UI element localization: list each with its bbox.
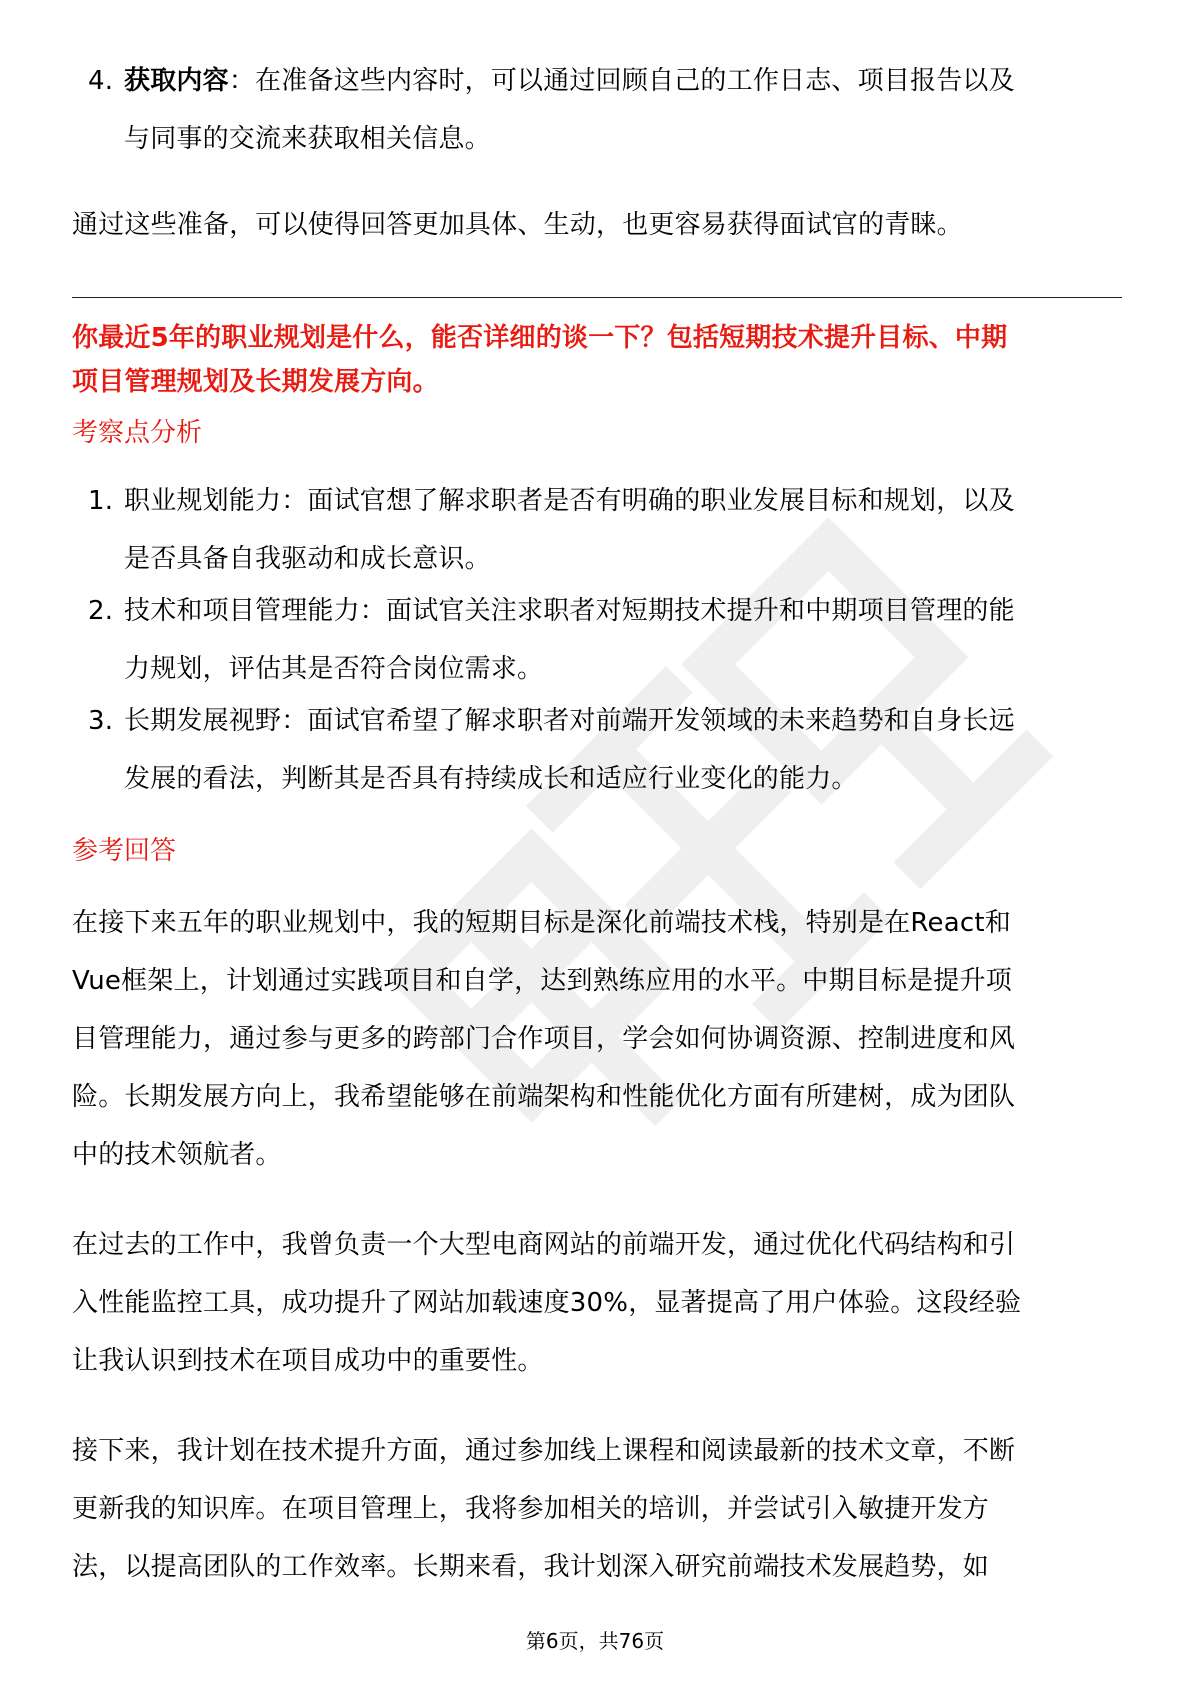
list-line: 发展的看法，判断其是否具有持续成长和适应行业变化的能力。 — [124, 764, 858, 794]
list-line: 职业规划能力：面试官想了解求职者是否有明确的职业发展目标和规划，以及 — [124, 486, 1015, 516]
analysis-list — [72, 472, 1122, 808]
paragraph-line: 险。长期发展方向上，我希望能够在前端架构和性能优化方面有所建树，成为团队 — [72, 1082, 1016, 1112]
list-line: 与同事的交流来获取相关信息。 — [124, 124, 491, 154]
paragraph-line: Vue框架上，计划通过实践项目和自学，达到熟练应用的水平。中期目标是提升项 — [72, 966, 1012, 996]
question-heading — [72, 316, 1122, 404]
answer-title: 参考回答 — [72, 836, 177, 866]
paragraph-line: 目管理能力，通过参与更多的跨部门合作项目，学会如何协调资源、控制进度和风 — [72, 1024, 1016, 1054]
answer-paragraph — [72, 1216, 1122, 1390]
list-number: 1. — [88, 486, 114, 516]
list-line: 力规划，评估其是否符合岗位需求。 — [124, 654, 544, 684]
list-number: 4. — [88, 66, 114, 96]
paragraph-line: 接下来，我计划在技术提升方面，通过参加线上课程和阅读最新的技术文章，不断 — [72, 1436, 1016, 1466]
paragraph-line: 入性能监控工具，成功提升了网站加载速度30%，显著提高了用户体验。这段经验 — [72, 1288, 1022, 1318]
question-line: 项目管理规划及长期发展方向。 — [72, 367, 439, 397]
list-line: 是否具备自我驱动和成长意识。 — [124, 544, 491, 574]
list-item — [72, 472, 1122, 588]
analysis-title: 考察点分析 — [72, 418, 203, 448]
question-line: 你最近5年的职业规划是什么，能否详细的谈一下？包括短期技术提升目标、中期 — [72, 323, 1008, 353]
paragraph-line: 在接下来五年的职业规划中，我的短期目标是深化前端技术栈，特别是在React和 — [72, 908, 1011, 938]
list-line: 技术和项目管理能力：面试官关注求职者对短期技术提升和中期项目管理的能 — [124, 596, 1015, 626]
page-footer: 第6页，共76页 — [525, 1629, 665, 1653]
paragraph-line: 法，以提高团队的工作效率。长期来看，我计划深入研究前端技术发展趋势，如 — [72, 1552, 990, 1582]
top-list — [72, 52, 1122, 168]
paragraph-line: 中的技术领航者。 — [72, 1140, 282, 1170]
list-separator: ： — [228, 66, 256, 96]
list-number: 2. — [88, 596, 114, 626]
list-number: 3. — [88, 706, 114, 736]
paragraph-line: 在过去的工作中，我曾负责一个大型电商网站的前端开发，通过优化代码结构和引 — [72, 1230, 1016, 1260]
paragraph-line: 让我认识到技术在项目成功中的重要性。 — [72, 1346, 544, 1376]
list-line: 在准备这些内容时，可以通过回顾自己的工作日志、项目报告以及 — [255, 66, 1015, 96]
page-content — [72, 52, 1122, 1596]
list-term: 获取内容 — [124, 66, 229, 96]
list-item — [72, 692, 1122, 808]
answer-paragraph — [72, 1422, 1122, 1596]
summary-paragraph: 通过这些准备，可以使得回答更加具体、生动，也更容易获得面试官的青睐。 — [72, 210, 963, 240]
paragraph-line: 更新我的知识库。在项目管理上，我将参加相关的培训，并尝试引入敏捷开发方 — [72, 1494, 990, 1524]
list-item — [72, 582, 1122, 698]
list-line: 长期发展视野：面试官希望了解求职者对前端开发领域的未来趋势和自身长远 — [124, 706, 1015, 736]
answer-paragraph — [72, 894, 1122, 1184]
list-item — [72, 52, 1122, 168]
